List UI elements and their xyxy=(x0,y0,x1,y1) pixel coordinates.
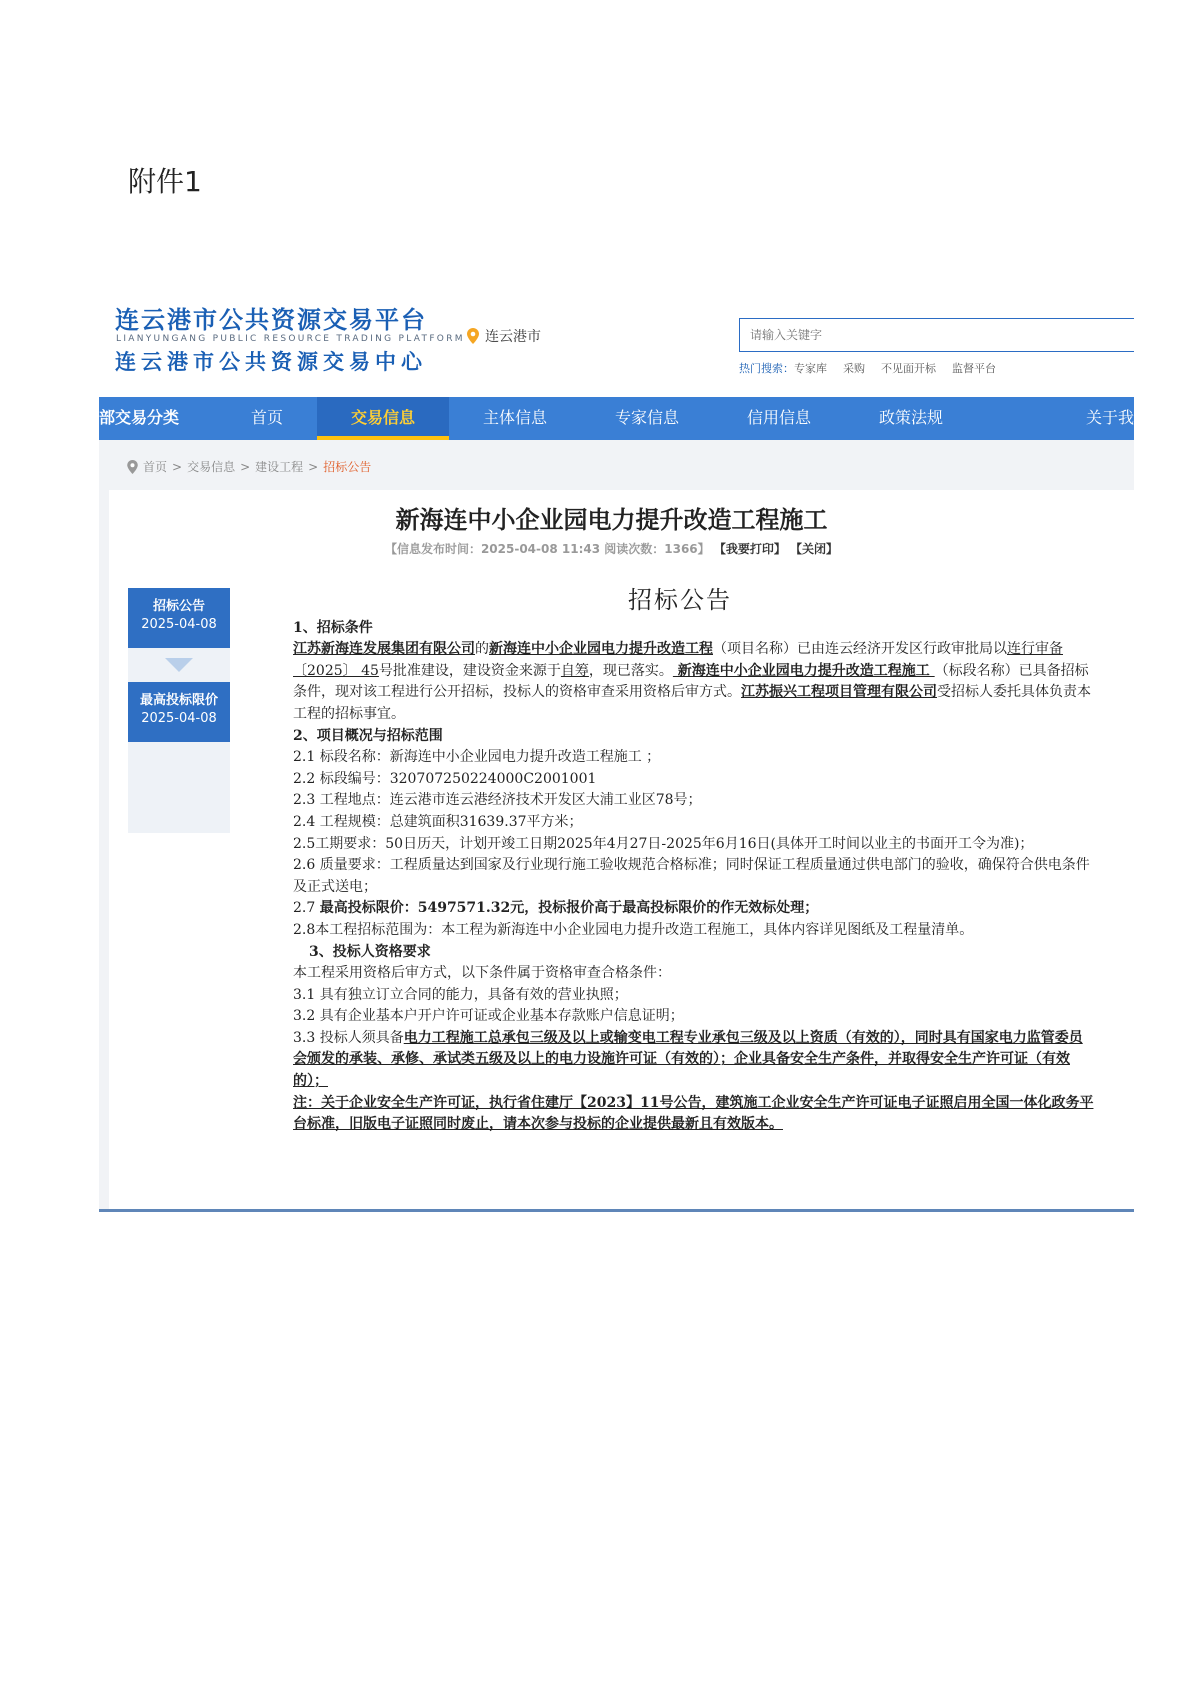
screenshot-frame xyxy=(99,300,1134,1212)
close-link[interactable]: 【关闭】 xyxy=(790,542,839,556)
text-span: 自筹 xyxy=(560,662,589,679)
text-span: 新海连中小企业园电力提升改造工程 xyxy=(489,641,713,658)
breadcrumb-trading[interactable]: 交易信息 xyxy=(187,460,236,474)
text-span: （标段名称）已具备招标条件，现对该工程进行公开招标，投标人的资格审查采用资格后审方式。 xyxy=(293,662,1089,701)
timeline-date: 2025-04-08 xyxy=(141,711,217,726)
text-span: 江苏新海连发展集团有限公司 xyxy=(293,641,475,658)
notice-line: 2.2 标段编号：320707250224000C2001001 xyxy=(293,770,597,787)
city-selector[interactable] xyxy=(467,326,541,346)
section-title: 3、投标人资格要求 xyxy=(309,943,431,960)
timeline-title: 最高投标限价 xyxy=(139,693,218,708)
text-span: ，现已落实。 xyxy=(588,662,673,679)
notice-line: 2.4 工程规模：总建筑面积31639.37平方米； xyxy=(293,813,583,830)
attachment-label: 附件1 xyxy=(128,165,202,198)
timeline-item-price-limit[interactable] xyxy=(128,682,230,742)
city-name: 连云港市 xyxy=(485,329,541,345)
text-span: 连行审备〔2025〕 45 xyxy=(293,641,1063,679)
hot-search-bar xyxy=(739,360,996,376)
nav-expert-info[interactable]: 专家信息 xyxy=(614,408,679,427)
hot-search-item[interactable]: 采购 xyxy=(843,362,865,375)
notice-line: 3.1 具有独立订立合同的能力，具备有效的营业执照； xyxy=(293,986,628,1003)
notice-line: 本工程采用资格后审方式，以下条件属于资格审查合格条件： xyxy=(293,965,671,982)
nav-about[interactable]: 关于我 xyxy=(1085,408,1134,427)
text-span: 2.7 xyxy=(293,900,320,917)
text-span: 3.3 投标人须具备 xyxy=(293,1029,404,1046)
text-span: 号批准建设，建设资金来源于 xyxy=(378,662,561,679)
hot-search-label: 热门搜索： xyxy=(739,362,794,375)
notice-line xyxy=(265,1028,1095,1093)
notice-heading: 招标公告 xyxy=(628,586,732,614)
main-nav xyxy=(99,397,1134,440)
breadcrumb-separator: > xyxy=(240,459,251,474)
hot-search-item[interactable]: 专家库 xyxy=(794,362,827,375)
breadcrumb-current: 招标公告 xyxy=(323,460,372,474)
article-meta xyxy=(99,540,1124,557)
breadcrumb-construction[interactable]: 建设工程 xyxy=(255,460,304,474)
breadcrumb-separator: > xyxy=(172,459,183,474)
breadcrumb-separator: > xyxy=(308,459,319,474)
nav-all-categories[interactable]: 部交易分类 xyxy=(99,408,180,427)
notice-line: 2.3 工程地点：连云港市连云港经济技术开发区大浦工业区78号； xyxy=(293,792,702,809)
search-input[interactable] xyxy=(739,318,1134,352)
article-title: 新海连中小企业园电力提升改造工程施工 xyxy=(395,506,828,534)
timeline-title: 招标公告 xyxy=(152,599,205,614)
logo-title-en: LIANYUNGANG PUBLIC RESOURCE TRADING PLATFORM xyxy=(116,334,465,344)
notice-line: 2.8本工程招标范围为：本工程为新海连中小企业园电力提升改造工程施工，具体内容详见图纸及工程量清单。 xyxy=(293,921,974,938)
nav-policy[interactable]: 政策法规 xyxy=(878,408,943,427)
notice-body xyxy=(265,586,1095,1136)
logo-subtitle-cn: 连云港市公共资源交易中心 xyxy=(115,350,427,374)
notice-note: 注：关于企业安全生产许可证，执行省住建厅【2023】11号公告，建筑施工企业安全生产许可证电子证照启用全国一体化政务平台标准，旧版电子证照同时废止，请本次参与投标的企业提供最新且有效版本。 xyxy=(293,1094,1094,1133)
location-icon xyxy=(127,460,138,474)
notice-line: 2.1 标段名称：新海连中小企业园电力提升改造工程施工 ； xyxy=(293,749,661,766)
notice-line: 2.6 质量要求：工程质量达到国家及行业现行施工验收规范合格标准；同时保证工程质量通过供电部门的验收，确保符合供电条件及正式送电； xyxy=(293,857,1090,895)
section-title: 1、招标条件 xyxy=(293,619,373,636)
timeline-item-notice[interactable] xyxy=(128,588,230,648)
location-pin-icon xyxy=(467,328,479,344)
print-link[interactable]: 【我要打印】 xyxy=(713,542,786,556)
timeline-arrow-icon xyxy=(165,658,193,672)
publish-info: 【信息发布时间：2025-04-08 11:43 阅读次数：1366】 xyxy=(384,542,710,556)
timeline-date: 2025-04-08 xyxy=(141,617,217,632)
nav-trading-info[interactable]: 交易信息 xyxy=(317,397,449,440)
text-span: 新海连中小企业园电力提升改造工程施工 xyxy=(672,662,935,679)
logo-title-cn[interactable]: 连云港市公共资源交易平台 xyxy=(115,306,427,334)
text-span: 电力工程施工总承包三级及以上或输变电工程专业承包三级及以上资质（有效的），同时具有国家电力监管委员会颁发的承装、承修、承试类五级及以上的电力设施许可证（有效的）；企业具备安全生产条件，并取得安全生产许可证（有效的）； xyxy=(293,1029,1083,1090)
section-title: 2、项目概况与招标范围 xyxy=(293,727,443,744)
text-span: 江苏振兴工程项目管理有限公司 xyxy=(741,684,937,701)
nav-home[interactable]: 首页 xyxy=(250,408,283,427)
nav-credit-info[interactable]: 信用信息 xyxy=(746,408,811,427)
text-span: （项目名称）已由连云经济开发区行政审批局以 xyxy=(713,641,1007,658)
breadcrumb-home[interactable]: 首页 xyxy=(143,460,168,474)
bottom-divider xyxy=(99,1209,1134,1212)
nav-entity-info[interactable]: 主体信息 xyxy=(482,408,547,427)
notice-line: 2.5工期要求：50日历天，计划开竣工日期2025年4月27日-2025年6月16日(具体开工时间以业主的书面开工令为准)； xyxy=(293,835,1034,852)
notice-paragraph xyxy=(265,639,1095,725)
notice-line xyxy=(265,898,1095,920)
notice-line: 3.2 具有企业基本户开户许可证或企业基本存款账户信息证明； xyxy=(293,1008,684,1025)
hot-search-item[interactable]: 监督平台 xyxy=(952,362,996,375)
text-span: 受招标人委托具体负责本工程的招标事宜。 xyxy=(293,684,1091,722)
hot-search-item[interactable]: 不见面开标 xyxy=(881,362,936,375)
breadcrumb xyxy=(127,458,371,475)
text-span: 最高投标限价：5497571.32元，投标报价高于最高投标限价的作无效标处理； xyxy=(319,900,819,917)
text-span: 的 xyxy=(475,641,489,658)
